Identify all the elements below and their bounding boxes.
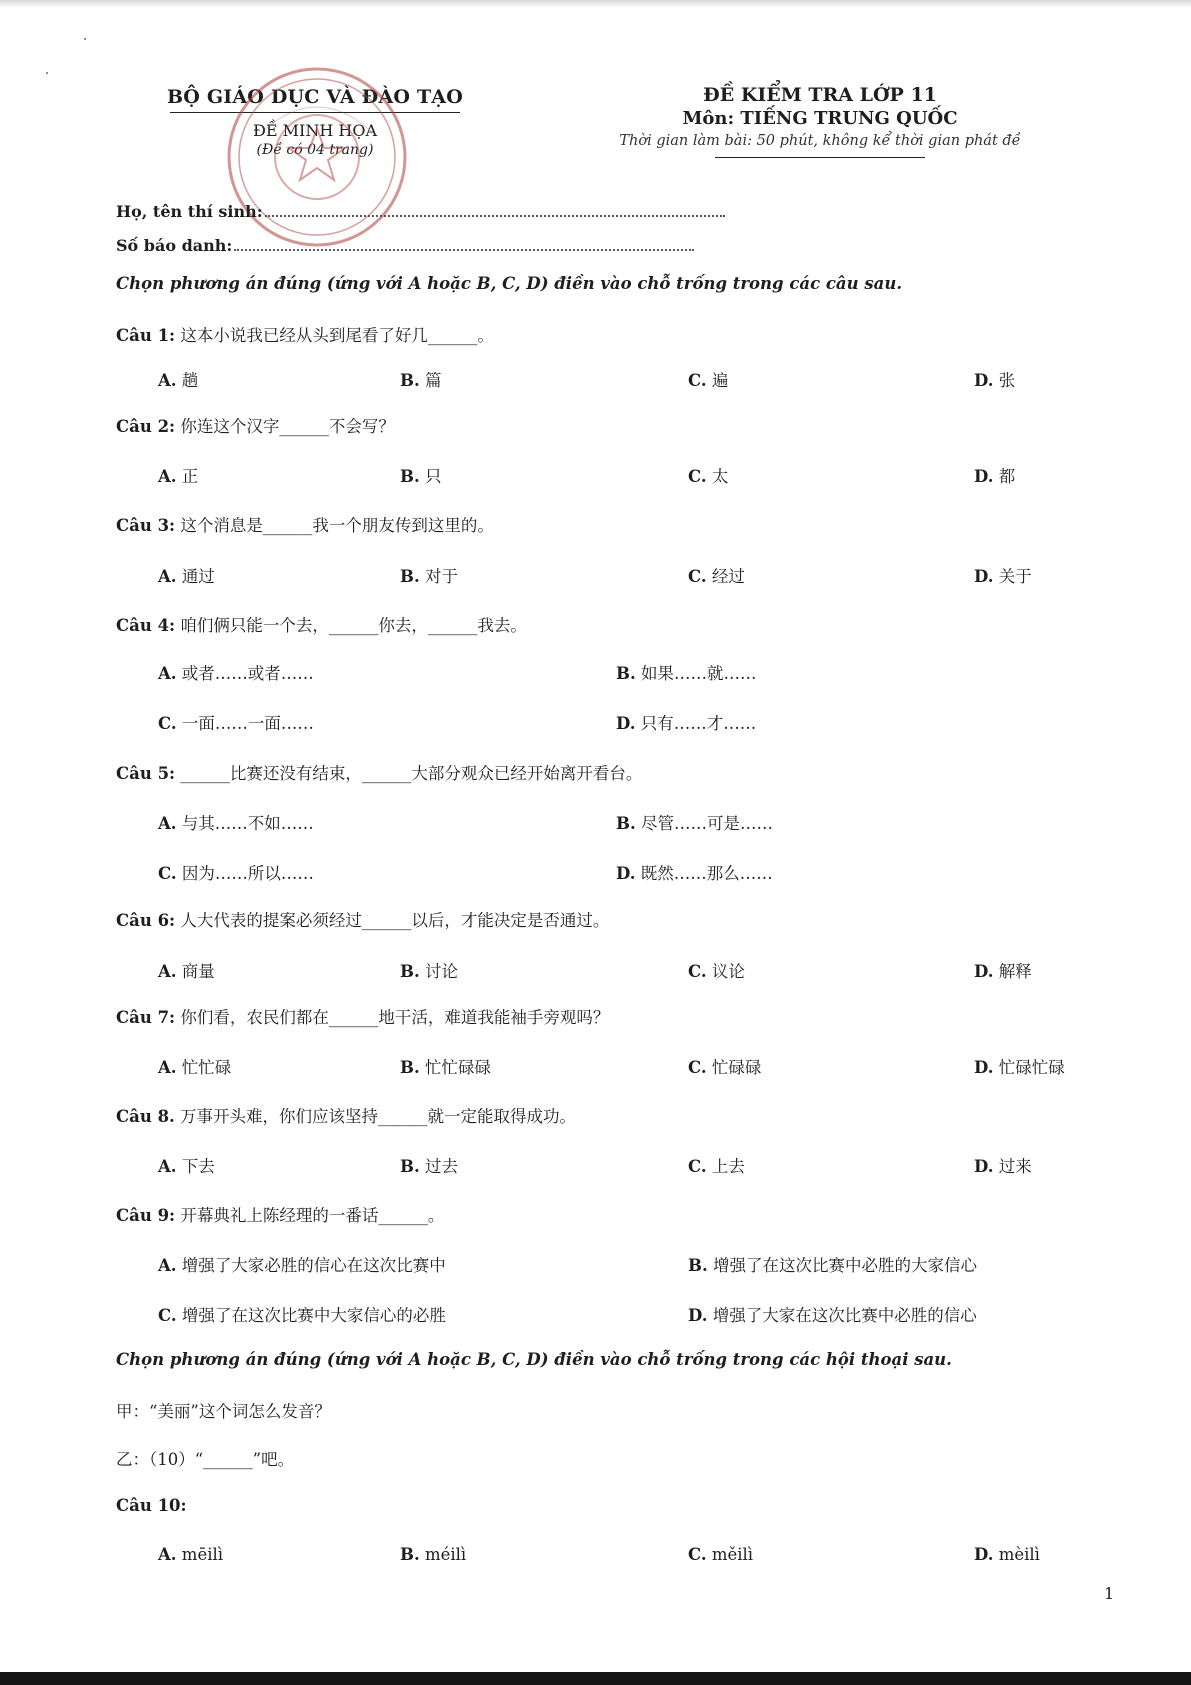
q7-option-a[interactable]: A. 忙忙碌 (158, 1058, 232, 1077)
q1-option-a[interactable]: A. 趟 (158, 371, 199, 390)
question-7: Câu 7: 你们看，农民们都在______地干活，难道我能袖手旁观吗？ (116, 1008, 610, 1027)
question-2: Câu 2: 你连这个汉字______不会写？ (116, 417, 395, 436)
pages-note: (Đề có 04 trang) (256, 142, 374, 158)
q4-option-b[interactable]: B. 如果……就…… (616, 664, 757, 683)
question-10: Câu 10: (116, 1496, 187, 1515)
time-note: Thời gian làm bài: 50 phút, không kể thời gian phát đề (619, 133, 1021, 149)
q3-option-a[interactable]: A. 通过 (158, 567, 215, 586)
candidate-name-label: Họ, tên thí sinh: (116, 202, 263, 221)
q5-option-d[interactable]: D. 既然……那么…… (616, 864, 773, 883)
candidate-name-blank[interactable] (265, 205, 725, 217)
header-right (540, 84, 1100, 158)
q5-option-b[interactable]: B. 尽管……可是…… (616, 814, 773, 833)
q2-option-c[interactable]: C. 太 (688, 467, 729, 486)
q3-option-d[interactable]: D. 关于 (974, 567, 1032, 586)
doc-kind: ĐỀ MINH HỌA (252, 121, 378, 140)
q2-option-a[interactable]: A. 正 (158, 467, 199, 486)
candidate-id-blank[interactable] (234, 239, 694, 251)
q6-option-b[interactable]: B. 讨论 (400, 962, 458, 981)
q7-option-d[interactable]: D. 忙碌忙碌 (974, 1058, 1065, 1077)
q1-option-c[interactable]: C. 遍 (688, 371, 729, 390)
q4-option-c[interactable]: C. 一面……一面…… (158, 714, 314, 733)
q5-option-a[interactable]: A. 与其……不如…… (158, 814, 314, 833)
scan-speck (46, 72, 48, 74)
q9-option-c[interactable]: C. 增强了在这次比赛中大家信心的必胜 (158, 1306, 446, 1325)
q8-option-a[interactable]: A. 下去 (158, 1157, 215, 1176)
question-9: Câu 9: 开幕典礼上陈经理的一番话______。 (116, 1206, 445, 1225)
exam-title: ĐỀ KIỂM TRA LỚP 11 (703, 84, 937, 106)
q2-option-b[interactable]: B. 只 (400, 467, 442, 486)
header-left (150, 86, 480, 158)
candidate-id-field (116, 236, 694, 255)
question-3: Câu 3: 这个消息是______我一个朋友传到这里的。 (116, 516, 494, 535)
q8-option-b[interactable]: B. 过去 (400, 1157, 458, 1176)
q6-option-d[interactable]: D. 解释 (974, 962, 1032, 981)
ministry-name: BỘ GIÁO DỤC VÀ ĐÀO TẠO (167, 86, 463, 108)
question-4: Câu 4: 咱们俩只能一个去，______你去，______我去。 (116, 616, 527, 635)
q6-option-a[interactable]: A. 商量 (158, 962, 215, 981)
candidate-id-label: Số báo danh: (116, 236, 233, 255)
exam-subject: Môn: TIẾNG TRUNG QUỐC (682, 108, 958, 129)
q2-option-d[interactable]: D. 都 (974, 467, 1016, 486)
q10-option-a[interactable]: A. mēilì (158, 1545, 224, 1564)
q1-option-b[interactable]: B. 篇 (400, 371, 442, 390)
scan-edge-bottom (0, 1672, 1191, 1685)
q4-option-d[interactable]: D. 只有……才…… (616, 714, 757, 733)
question-5: Câu 5: ______比赛还没有结束，______大部分观众已经开始离开看台。 (116, 764, 643, 783)
q8-option-d[interactable]: D. 过来 (974, 1157, 1032, 1176)
scan-speck (84, 38, 86, 40)
q9-option-d[interactable]: D. 增强了大家在这次比赛中必胜的信心 (688, 1306, 977, 1325)
question-6: Câu 6: 人大代表的提案必须经过______以后，才能决定是否通过。 (116, 911, 610, 930)
candidate-name-field (116, 202, 725, 221)
q1-option-d[interactable]: D. 张 (974, 371, 1016, 390)
dialogue-line-2: 乙：（10）“______”吧。 (116, 1450, 295, 1469)
scan-edge-top (0, 0, 1191, 8)
instruction-part-2: Chọn phương án đúng (ứng với A hoặc B, C, D) điền vào chỗ trống trong các hội thoại sau. (116, 1350, 952, 1369)
q3-option-b[interactable]: B. 对于 (400, 567, 458, 586)
question-8: Câu 8. 万事开头难，你们应该坚持______就一定能取得成功。 (116, 1107, 577, 1126)
q10-option-b[interactable]: B. méilì (400, 1545, 467, 1564)
q9-option-b[interactable]: B. 增强了在这次比赛中必胜的大家信心 (688, 1256, 977, 1275)
header-right-rule (715, 157, 925, 158)
q7-option-b[interactable]: B. 忙忙碌碌 (400, 1058, 491, 1077)
q6-option-c[interactable]: C. 议论 (688, 962, 745, 981)
instruction-part-1: Chọn phương án đúng (ứng với A hoặc B, C, D) điền vào chỗ trống trong các câu sau. (116, 274, 903, 293)
q7-option-c[interactable]: C. 忙碌碌 (688, 1058, 762, 1077)
page-number: 1 (1104, 1584, 1115, 1603)
question-1: Câu 1: 这本小说我已经从头到尾看了好几______。 (116, 326, 494, 345)
header-left-rule (170, 112, 460, 113)
q3-option-c[interactable]: C. 经过 (688, 567, 745, 586)
dialogue-line-1: 甲：“美丽”这个词怎么发音？ (116, 1402, 331, 1421)
q4-option-a[interactable]: A. 或者……或者…… (158, 664, 314, 683)
q9-option-a[interactable]: A. 增强了大家必胜的信心在这次比赛中 (158, 1256, 446, 1275)
q10-option-c[interactable]: C. měilì (688, 1545, 754, 1564)
q8-option-c[interactable]: C. 上去 (688, 1157, 745, 1176)
q10-option-d[interactable]: D. mèilì (974, 1545, 1040, 1564)
q5-option-c[interactable]: C. 因为……所以…… (158, 864, 314, 883)
